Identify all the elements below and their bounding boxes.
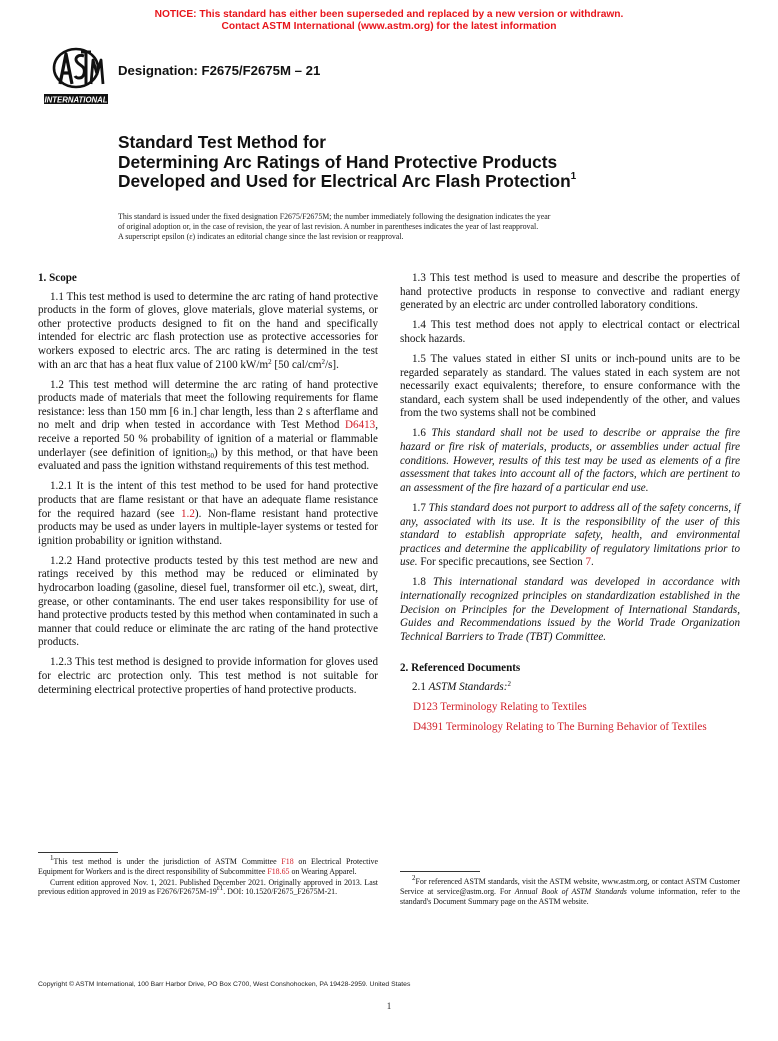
p1-7-text-c: .	[591, 556, 594, 569]
right-column	[400, 272, 740, 741]
footnote-2-marker: 2	[412, 874, 416, 882]
paragraph-1-2-2: 1.2.2 Hand protective products tested by this test method are new and ratings received by this method may be reduced or eliminated by hydrocarbon loading (gasoline, diesel fuel, transformer oil etc.), sweat, dirt, grease, or other contaminants. The end user takes responsibility for use of hand protective products tested by this method when contaminated in such a manner that could reduce or eliminate the arc rating of the hand protective products.	[38, 554, 378, 649]
issue-note-line-1: This standard is issued under the fixed designation F2675/F2675M; the number immediately following the designation indicates the year	[118, 212, 551, 221]
ref-2-1-text: ASTM Standards:	[428, 680, 508, 693]
astm-standards-label	[400, 681, 740, 695]
p1-7-text: This standard does not purport to address all of the safety concerns, if any, associated with its use. It is the responsibility of the user of this standard to establish appropriate safety, health, and environmental practices and determine the applicability of regulatory limitations prior to use.	[400, 501, 741, 569]
section-7-link[interactable]: 7	[585, 556, 592, 569]
scope-heading: 1. Scope	[38, 272, 77, 284]
footnote-edition-sup: ε1	[216, 884, 224, 893]
issue-note-line-2: of original adoption or, in the case of revision, the year of last revision. A number in parentheses indicates the year of last reapproval.	[118, 222, 539, 231]
designation: Designation: F2675/F2675M – 21	[118, 63, 321, 78]
p1-1-text-c: /s].	[325, 358, 339, 371]
p1-8-number: 1.8	[412, 576, 433, 589]
notice-line-1: NOTICE: This standard has either been superseded and replaced by a new version or withdrawn.	[154, 9, 624, 20]
d4391-title-link[interactable]: Terminology Relating to The Burning Behavior of Textiles	[445, 721, 707, 734]
copyright-line: Copyright © ASTM International, 100 Barr Harbor Drive, PO Box C700, West Conshohocken, PA 19428-2959. United States	[38, 981, 411, 988]
ref-2-1-number: 2.1	[412, 680, 429, 693]
issue-note-line-3: A superscript epsilon (ε) indicates an editorial change since the last revision or reapproval.	[118, 232, 404, 241]
p1-7-number: 1.7	[412, 501, 429, 514]
p1-2-text-c: ) by this method, or that have been evaluated and pass the ignition withstand requirements of this test method.	[38, 446, 378, 473]
f18-link[interactable]: F18	[281, 857, 294, 866]
f18-65-link[interactable]: F18.65	[267, 866, 290, 876]
footnote-edition-text: Current edition approved Nov. 1, 2021. Published December 2021. Originally approved in 2013. Last previous edition approved in 2019 as F2676/F2675M-19	[38, 877, 378, 897]
d4391-code-link[interactable]: D4391	[413, 721, 444, 734]
paragraph-1-1	[38, 291, 378, 373]
p1-2-text-b: , receive a reported 50 % probability of ignition of a material or flammable underlayer (see definition of ignition	[38, 419, 378, 459]
referenced-documents-heading: 2. Referenced Documents	[400, 662, 521, 675]
title-line-2: Determining Arc Ratings of Hand Protective Products	[118, 151, 558, 172]
footnote-2	[400, 874, 740, 906]
p1-2-sub: 50	[206, 451, 214, 460]
paragraph-1-2-3: 1.2.3 This test method is designed to provide information for gloves used for electric arc protection only. This test method is not suitable for determining electrical protective properties of hand protective products.	[38, 656, 378, 696]
reference-d4391[interactable]	[400, 721, 740, 735]
p1-2-1-text-a: 1.2.1 It is the intent of this test method to be used for hand protective products that are flame resistant or that have an adequate flame resistance for the required hazard (see	[38, 480, 378, 520]
p1-6-text: This standard shall not be used to describe or appraise the fire hazard or fire risk of materials, products, or assemblies under actual fire conditions. However, results of this test may be used as elements of a fire assessment that takes into account all of the factors, which are pertinent to an assessment of the fire hazard of a particular end use.	[400, 427, 741, 494]
paragraph-1-3: 1.3 This test method is used to measure and describe the properties of hand protective products in response to convective and radiant energy generated by an electric arc under controlled laboratory conditions.	[400, 272, 740, 312]
withdrawal-notice	[0, 9, 778, 33]
paragraph-1-2-1	[38, 480, 378, 548]
footnote-1-marker: 1	[50, 854, 54, 862]
footnote-rule-left	[38, 852, 118, 853]
paragraph-1-2	[38, 379, 378, 474]
left-column	[38, 272, 378, 704]
ref-2-1-sup: 2	[507, 679, 511, 688]
notice-line-2: Contact ASTM International (www.astm.org) for the latest information	[221, 21, 557, 32]
footnote-1-text-a: This test method is under the jurisdiction of ASTM Committee	[53, 857, 282, 866]
p1-8-text: This international standard was developed in accordance with internationally recognized principles on standardization established in the Decision on Principles for the Development of International Standards, Guides and Recommendations issued by the World Trade Organization Technical Barriers to Trade (TBT) Committee.	[400, 576, 741, 643]
p1-1-sup-2: 2	[321, 357, 326, 366]
reference-d123[interactable]	[400, 701, 740, 715]
footnote-1	[38, 854, 378, 877]
title-line-3-text: Developed and Used for Electrical Arc Flash Protection	[118, 171, 571, 191]
astm-logo-icon	[40, 44, 112, 108]
footnote-2-italic: Annual Book of ASTM Standards	[514, 886, 627, 896]
footnote-2-text-a: For referenced ASTM standards, visit the ASTM website, www.astm.org, or contact ASTM Customer Service at service@astm.org. For	[400, 877, 740, 896]
p1-1-sup-1: 2	[268, 357, 272, 366]
footnote-1-text-b: on Electrical Protective Equipment for Workers and is the direct responsibility of Subcommittee	[38, 857, 378, 876]
logo-international-text: INTERNATIONAL	[44, 95, 108, 105]
d123-title-link[interactable]: Terminology Relating to Textiles	[440, 701, 587, 714]
d123-code-link[interactable]: D123	[413, 701, 438, 714]
document-title	[118, 133, 678, 192]
issue-note	[118, 212, 678, 242]
p1-7-text-b: For specific precautions, see Section	[417, 556, 586, 569]
footnote-rule-right	[400, 871, 480, 872]
paragraph-1-4: 1.4 This test method does not apply to electrical contact or electrical shock hazards.	[400, 319, 740, 345]
footnote-edition	[38, 878, 378, 898]
p1-1-text-a: 1.1 This test method is used to determine the arc rating of hand protective products in the form of gloves, glove materials, glove material systems, or other protective products designed to fit on the hand and specifically intended for electric arc flash protection use as protective accessories for workers exposed to electric arcs. The arc rating is determined in the test with an arc that has a heat flux value of 2100 kW/m	[38, 290, 378, 371]
footnote-1-text-c: on Wearing Apparel.	[289, 866, 357, 876]
paragraph-1-6	[400, 427, 740, 495]
d6413-link[interactable]: D6413	[345, 419, 376, 432]
footnote-2-text-b: volume information, refer to the standard's Document Summary page on the ASTM website.	[400, 886, 740, 906]
p1-6-number: 1.6	[412, 427, 432, 440]
paragraph-1-8	[400, 576, 740, 644]
p1-2-text-a: 1.2 This test method will determine the arc rating of hand protective products made of materials that meet the following requirements for flame resistance: less than 150 mm [6 in.] char length, less than 2 s afterflame and no melt and drip when tested in accordance with Test Method	[38, 378, 378, 432]
p1-2-1-text-b: ). Non-flame resistant hand protective products may be used as under layers in multiple-layer systems or tested for ignition probability or ignition withstand.	[38, 507, 378, 547]
title-footnote-ref: 1	[570, 171, 577, 182]
footnote-edition-doi: . DOI: 10.1520/F2675_F2675M-21.	[223, 887, 338, 897]
footnote-right	[400, 874, 740, 907]
paragraph-1-5: 1.5 The values stated in either SI units or inch-pound units are to be regarded separately as standard. The values stated in each system are not necessarily exact equivalents; therefore, to ensure conformance with the standard, each system shall be used independently of the other, and values from the two systems shall not be combined	[400, 352, 740, 420]
footnote-left	[38, 854, 378, 898]
section-1-2-link[interactable]: 1.2	[181, 507, 195, 520]
title-line-3	[118, 172, 678, 192]
page-number: 1	[386, 1001, 392, 1011]
title-line-1: Standard Test Method for	[118, 132, 327, 152]
p1-1-text-b: [50 cal/cm	[271, 358, 322, 371]
paragraph-1-7	[400, 502, 740, 570]
